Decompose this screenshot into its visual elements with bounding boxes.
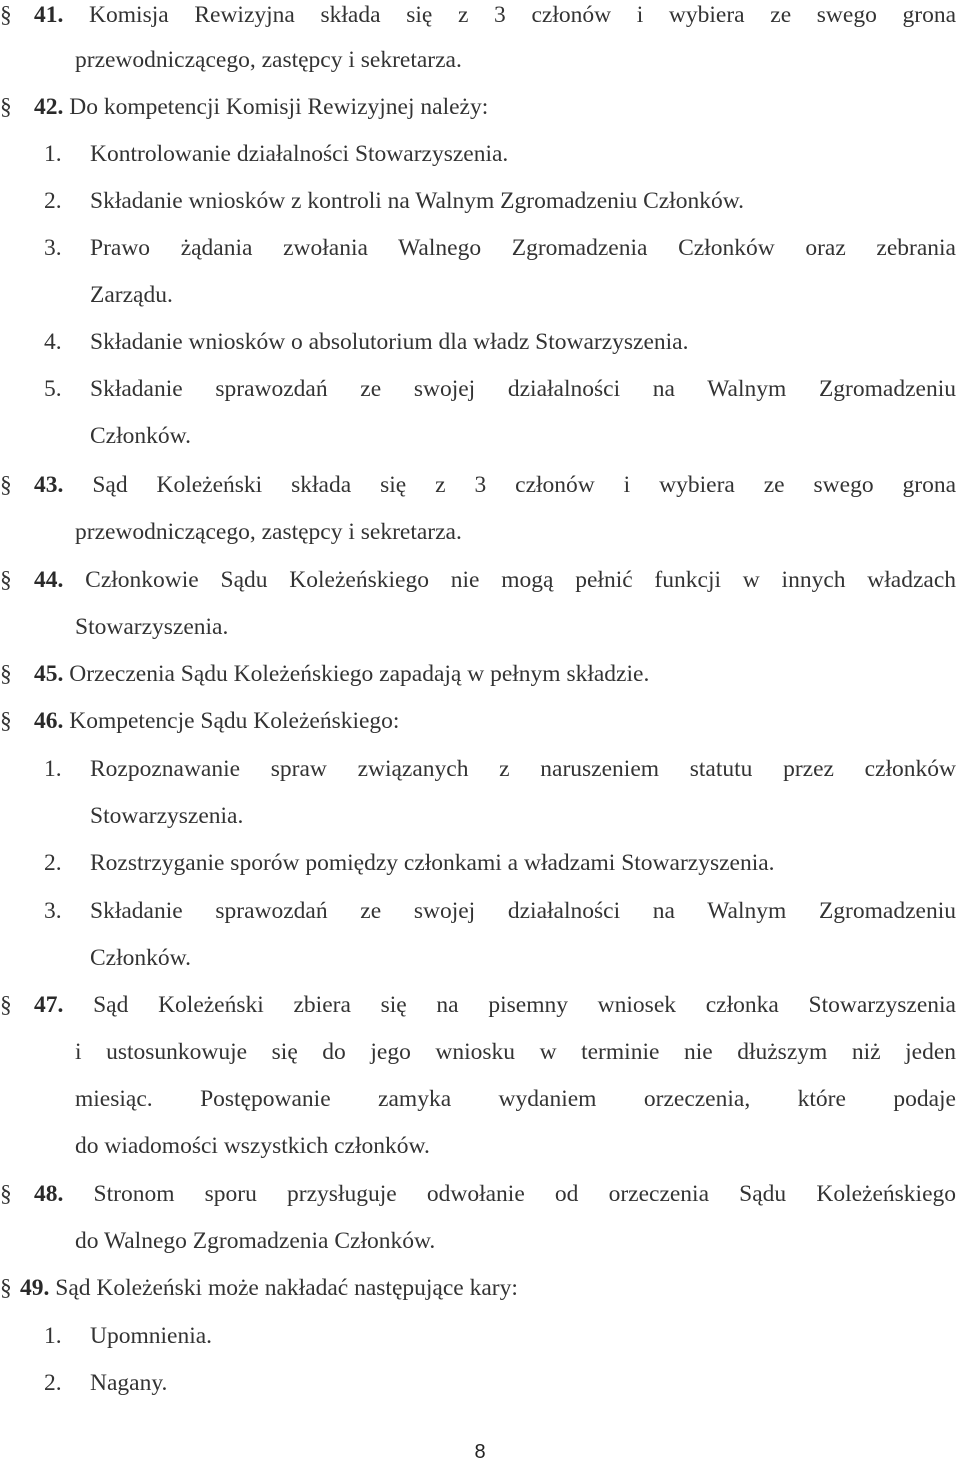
page-number: 8 — [474, 1441, 486, 1463]
list-item-continuation: Członków. — [90, 945, 191, 971]
list-item-number: 1. — [44, 756, 62, 782]
list-item-number: 3. — [44, 898, 62, 924]
section-sign: § — [0, 1181, 12, 1207]
paragraph-47-line-2: i ustosunkowuje się do jego wniosku w terminie nie dłuższym niż jeden — [75, 1039, 956, 1065]
paragraph-41-line-2: przewodniczącego, zastępcy i sekretarza. — [75, 47, 462, 73]
paragraph-48-line-1: 48. Stronom sporu przysługuje odwołanie od orzeczenia Sądu Koleżeńskiego — [34, 1181, 956, 1207]
list-item: Składanie wniosków o absolutorium dla władz Stowarzyszenia. — [90, 329, 689, 355]
list-item: Rozstrzyganie sporów pomiędzy członkami a władzami Stowarzyszenia. — [90, 850, 775, 876]
list-item-number: 1. — [44, 141, 62, 167]
paragraph-48-line-2: do Walnego Zgromadzenia Członków. — [75, 1228, 436, 1254]
paragraph-number: 47. — [34, 992, 64, 1018]
paragraph-44-line-2: Stowarzyszenia. — [75, 614, 229, 640]
paragraph-47-line-3: miesiąc. Postępowanie zamyka wydaniem orzeczenia, które podaje — [75, 1086, 956, 1112]
paragraph-42-line-1: 42. Do kompetencji Komisji Rewizyjnej należy: — [34, 94, 489, 120]
list-item: Składanie wniosków z kontroli na Walnym Zgromadzeniu Członków. — [90, 188, 745, 214]
section-sign: § — [0, 992, 12, 1018]
paragraph-number: 46. — [34, 708, 64, 734]
list-item-continuation: Zarządu. — [90, 282, 173, 308]
list-item: Składanie sprawozdań ze swojej działalności na Walnym Zgromadzeniu — [90, 898, 956, 924]
list-item: Rozpoznawanie spraw związanych z naruszeniem statutu przez członków — [90, 756, 956, 782]
list-item: Prawo żądania zwołania Walnego Zgromadzenia Członków oraz zebrania — [90, 235, 956, 261]
paragraph-number: 48. — [34, 1181, 64, 1207]
paragraph-number: 42. — [34, 94, 64, 120]
list-item: Upomnienia. — [90, 1323, 213, 1349]
section-sign: § — [0, 472, 12, 498]
paragraph-46-line-1: 46. Kompetencje Sądu Koleżeńskiego: — [34, 708, 400, 734]
section-sign: § — [0, 1275, 12, 1301]
paragraph-number: 41. — [34, 2, 64, 28]
list-item-number: 2. — [44, 1370, 62, 1396]
section-sign: § — [0, 94, 12, 120]
list-item: Składanie sprawozdań ze swojej działalności na Walnym Zgromadzeniu — [90, 376, 956, 402]
paragraph-number: 44. — [34, 567, 64, 593]
paragraph-49-line-1: 49. Sąd Koleżeński może nakładać następujące kary: — [20, 1275, 518, 1301]
paragraph-47-line-4: do wiadomości wszystkich członków. — [75, 1133, 430, 1159]
section-sign: § — [0, 708, 12, 734]
section-sign: § — [0, 567, 12, 593]
list-item-number: 1. — [44, 1323, 62, 1349]
list-item-number: 4. — [44, 329, 62, 355]
section-sign: § — [0, 661, 12, 687]
paragraph-45-line-1: 45. Orzeczenia Sądu Koleżeńskiego zapadają w pełnym składzie. — [34, 661, 650, 687]
paragraph-number: 45. — [34, 661, 64, 687]
paragraph-number: 49. — [20, 1275, 50, 1301]
list-item-continuation: Członków. — [90, 423, 191, 449]
list-item: Nagany. — [90, 1370, 168, 1396]
list-item-number: 2. — [44, 188, 62, 214]
list-item-number: 2. — [44, 850, 62, 876]
paragraph-47-line-1: 47. Sąd Koleżeński zbiera się na pisemny wniosek członka Stowarzyszenia — [34, 992, 956, 1018]
list-item-number: 3. — [44, 235, 62, 261]
list-item-number: 5. — [44, 376, 62, 402]
section-sign: § — [0, 2, 12, 28]
paragraph-43-line-2: przewodniczącego, zastępcy i sekretarza. — [75, 519, 462, 545]
paragraph-number: 43. — [34, 472, 64, 498]
paragraph-41-line-1: 41. Komisja Rewizyjna składa się z 3 członów i wybiera ze swego grona — [34, 2, 956, 28]
paragraph-44-line-1: 44. Członkowie Sądu Koleżeńskiego nie mogą pełnić funkcji w innych władzach — [34, 567, 956, 593]
list-item-continuation: Stowarzyszenia. — [90, 803, 244, 829]
paragraph-43-line-1: 43. Sąd Koleżeński składa się z 3 członów i wybiera ze swego grona — [34, 472, 956, 498]
list-item: Kontrolowanie działalności Stowarzyszenia. — [90, 141, 509, 167]
